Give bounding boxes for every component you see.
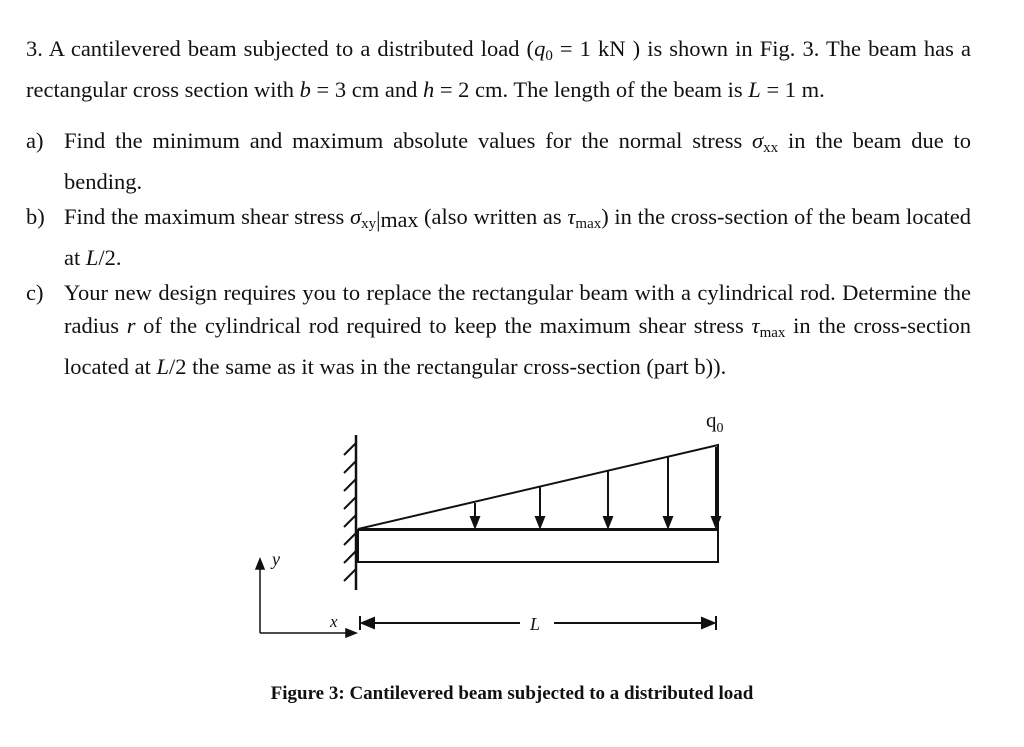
length-label: L bbox=[530, 614, 541, 634]
problem-number: 3. bbox=[26, 36, 43, 61]
beam-figure bbox=[250, 405, 770, 655]
load-label: $q_0$ bbox=[706, 408, 724, 436]
y-axis-label: y bbox=[272, 549, 280, 569]
coordinate-axes bbox=[256, 559, 356, 637]
part-a-marker: a) bbox=[26, 128, 44, 153]
beam-diagram bbox=[250, 405, 770, 655]
part-a: a) Find the minimum and maximum absolute values for the normal stress $\sigma_{xx}$ in the beam due to bending. bbox=[26, 124, 971, 198]
load-arrows bbox=[471, 447, 720, 527]
question-parts bbox=[26, 124, 971, 383]
problem-statement: 3. A cantilevered beam subjected to a distributed load ($q_0 = 1$ kN ) is shown in Fig. 3. The beam has a rectangular cross section with b = 3 cm and h = 2 cm. The length of the beam is L = 1 m. bbox=[26, 36, 971, 102]
figure-caption: Figure 3: Cantilevered beam subjected to a distributed load bbox=[270, 683, 754, 704]
wall-hatching bbox=[344, 443, 356, 581]
part-b-marker: b) bbox=[26, 204, 45, 229]
part-c: c) Your new design requires you to replace the rectangular beam with a cylindrical rod. Determine the radius r of the cylindrical rod required to keep the maximum shear stress $\tau_{max}$ in the cross-section located at L/2 the same as it was in the rectangular cross-section (part b)). bbox=[26, 276, 971, 383]
part-b: b) Find the maximum shear stress $\sigma_{xy}|\max$ (also written as $\tau_{max}$) in the cross-section of the beam located at L/2. bbox=[26, 200, 971, 274]
problem-3 bbox=[26, 32, 971, 383]
x-axis-label: x bbox=[330, 612, 338, 631]
beam bbox=[358, 530, 718, 562]
part-c-marker: c) bbox=[26, 280, 44, 305]
